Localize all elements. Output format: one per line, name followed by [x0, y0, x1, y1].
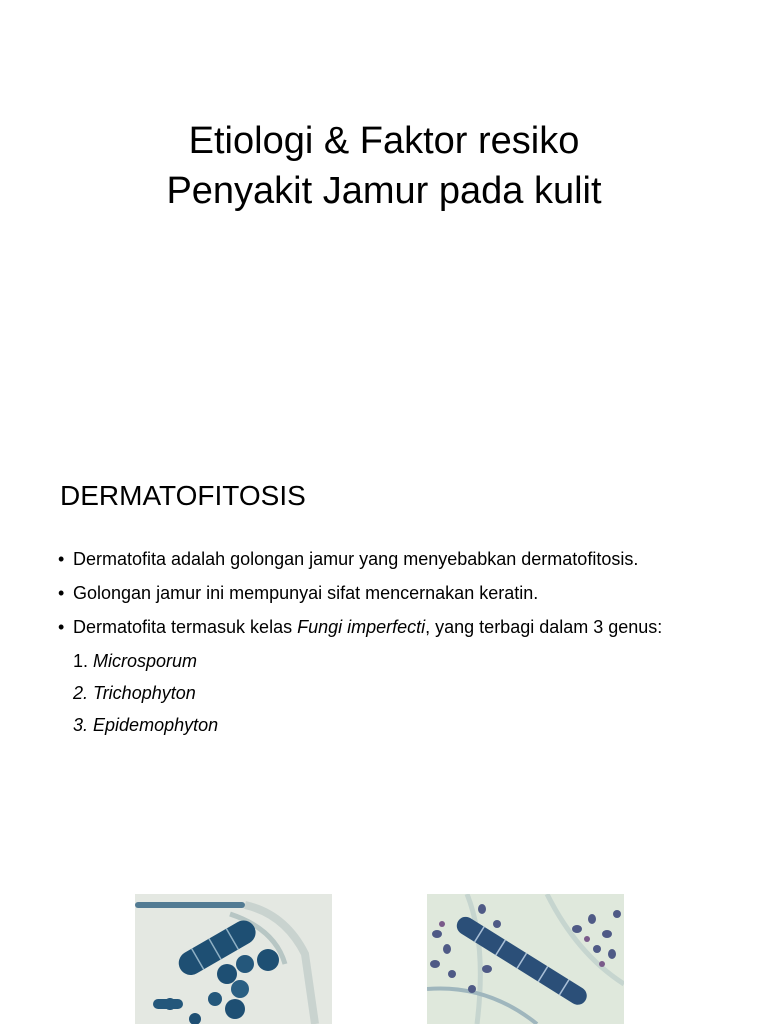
genus-number: 1. — [73, 651, 89, 671]
micrograph-hyphae-conidia — [427, 894, 624, 1024]
bullet-list — [58, 548, 708, 746]
genus-number: 3. — [73, 715, 89, 735]
bullet-item — [58, 548, 708, 571]
bullet-text: Golongan jamur ini mempunyai sifat mencernakan keratin. — [73, 583, 539, 603]
bullet-item — [58, 582, 708, 605]
bullet-italic: Fungi imperfecti — [297, 617, 426, 637]
bullet-dot-icon: • — [58, 549, 65, 569]
bullet-text: Dermatofita adalah golongan jamur yang menyebabkan dermatofitosis. — [73, 549, 639, 569]
bullet-dot-icon: • — [58, 617, 65, 637]
title-line-2: Penyakit Jamur pada kulit — [166, 170, 602, 212]
genus-name: Epidemophyton — [93, 715, 219, 735]
genus-number: 2. — [73, 683, 89, 703]
slide-title — [0, 116, 768, 216]
genus-name: Microsporum — [93, 651, 198, 671]
title-line-1: Etiologi & Faktor resiko — [188, 120, 580, 162]
genus-item — [73, 650, 708, 673]
bullet-text: Dermatofita termasuk kelas Fungi imperfecti, yang terbagi dalam 3 genus: — [73, 617, 663, 637]
bullet-item — [58, 616, 708, 639]
genus-item — [73, 714, 708, 737]
micrograph-macroconidia — [135, 894, 332, 1024]
section-heading: DERMATOFITOSIS — [60, 480, 306, 511]
genus-item — [73, 682, 708, 705]
bullet-dot-icon: • — [58, 583, 65, 603]
genus-name: Trichophyton — [93, 683, 196, 703]
